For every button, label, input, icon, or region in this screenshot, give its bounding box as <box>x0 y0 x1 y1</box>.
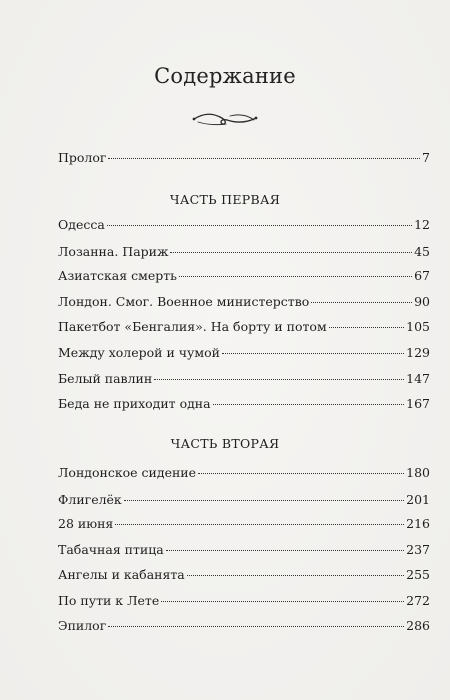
toc-entry-prologue[interactable] <box>58 150 430 166</box>
toc-entry-label: Между холерой и чумой <box>58 345 220 360</box>
toc-entry-page: 105 <box>406 319 430 334</box>
dot-leader <box>108 158 420 159</box>
toc-entry-page: 237 <box>406 542 430 557</box>
toc-entry-page: 286 <box>406 618 430 633</box>
dot-leader <box>187 575 404 576</box>
flourish-ornament-icon <box>190 108 260 130</box>
toc-entry[interactable] <box>58 268 430 284</box>
toc-entry-label: Азиатская смерть <box>58 268 177 283</box>
toc-entry-label: Лондон. Смог. Военное министерство <box>58 294 310 309</box>
toc-entry-page: 90 <box>414 294 430 309</box>
toc-entry-label: Лозанна. Париж <box>58 244 169 259</box>
toc-entry-page: 255 <box>406 567 430 582</box>
toc-entry-page: 180 <box>406 465 430 480</box>
toc-entry[interactable] <box>58 294 430 310</box>
toc-entry-page: 7 <box>422 150 430 165</box>
toc-entry-label: По пути к Лете <box>58 593 160 608</box>
toc-entry[interactable] <box>58 244 430 260</box>
toc-entry-label: Беда не приходит одна <box>58 396 211 411</box>
dot-leader <box>198 473 404 474</box>
dot-leader <box>115 524 404 525</box>
toc-entry-label: Лондонское сидение <box>58 465 197 480</box>
toc-entry-page: 167 <box>406 396 430 411</box>
dot-leader <box>311 302 412 303</box>
toc-entry-page: 45 <box>414 244 430 259</box>
toc-entry[interactable] <box>58 567 430 583</box>
toc-entry-page: 272 <box>406 593 430 608</box>
toc-entry-label: Пролог <box>58 150 107 165</box>
part-two-heading: ЧАСТЬ ВТОРАЯ <box>170 436 280 451</box>
toc-entry-page: 12 <box>414 217 430 232</box>
dot-leader <box>329 327 404 328</box>
toc-entry[interactable] <box>58 319 430 335</box>
toc-entry[interactable] <box>58 492 430 508</box>
part-one-heading: ЧАСТЬ ПЕРВАЯ <box>169 192 281 207</box>
dot-leader <box>154 379 404 380</box>
toc-entry-label: 28 июня <box>58 516 114 531</box>
toc-entry-page: 67 <box>414 268 430 283</box>
dot-leader <box>213 404 405 405</box>
toc-entry[interactable] <box>58 593 430 609</box>
toc-entry[interactable] <box>58 371 430 387</box>
dot-leader <box>108 626 404 627</box>
toc-entry-page: 129 <box>406 345 430 360</box>
toc-entry-page: 147 <box>406 371 430 386</box>
toc-entry-label: Одесса <box>58 217 105 232</box>
toc-entry-page: 216 <box>406 516 430 531</box>
page-title: Содержание <box>154 64 296 88</box>
dot-leader <box>107 225 412 226</box>
toc-entry-label: Ангелы и кабанята <box>58 567 185 582</box>
toc-entry[interactable] <box>58 345 430 361</box>
toc-entry-label: Эпилог <box>58 618 107 633</box>
toc-entry-label: Белый павлин <box>58 371 153 386</box>
toc-entry[interactable] <box>58 396 430 412</box>
dot-leader <box>222 353 404 354</box>
dot-leader <box>161 601 404 602</box>
dot-leader <box>170 252 412 253</box>
toc-entry-page: 201 <box>406 492 430 507</box>
toc-entry-label: Табачная птица <box>58 542 164 557</box>
dot-leader <box>179 276 412 277</box>
toc-entry[interactable] <box>58 465 430 481</box>
toc-entry-epilogue[interactable] <box>58 618 430 634</box>
toc-entry-label: Пакетбот «Бенгалия». На борту и потом <box>58 319 327 334</box>
dot-leader <box>166 550 404 551</box>
toc-entry[interactable] <box>58 516 430 532</box>
toc-entry-label: Флигелёк <box>58 492 122 507</box>
toc-entry[interactable] <box>58 217 430 233</box>
dot-leader <box>124 500 404 501</box>
toc-entry[interactable] <box>58 542 430 558</box>
